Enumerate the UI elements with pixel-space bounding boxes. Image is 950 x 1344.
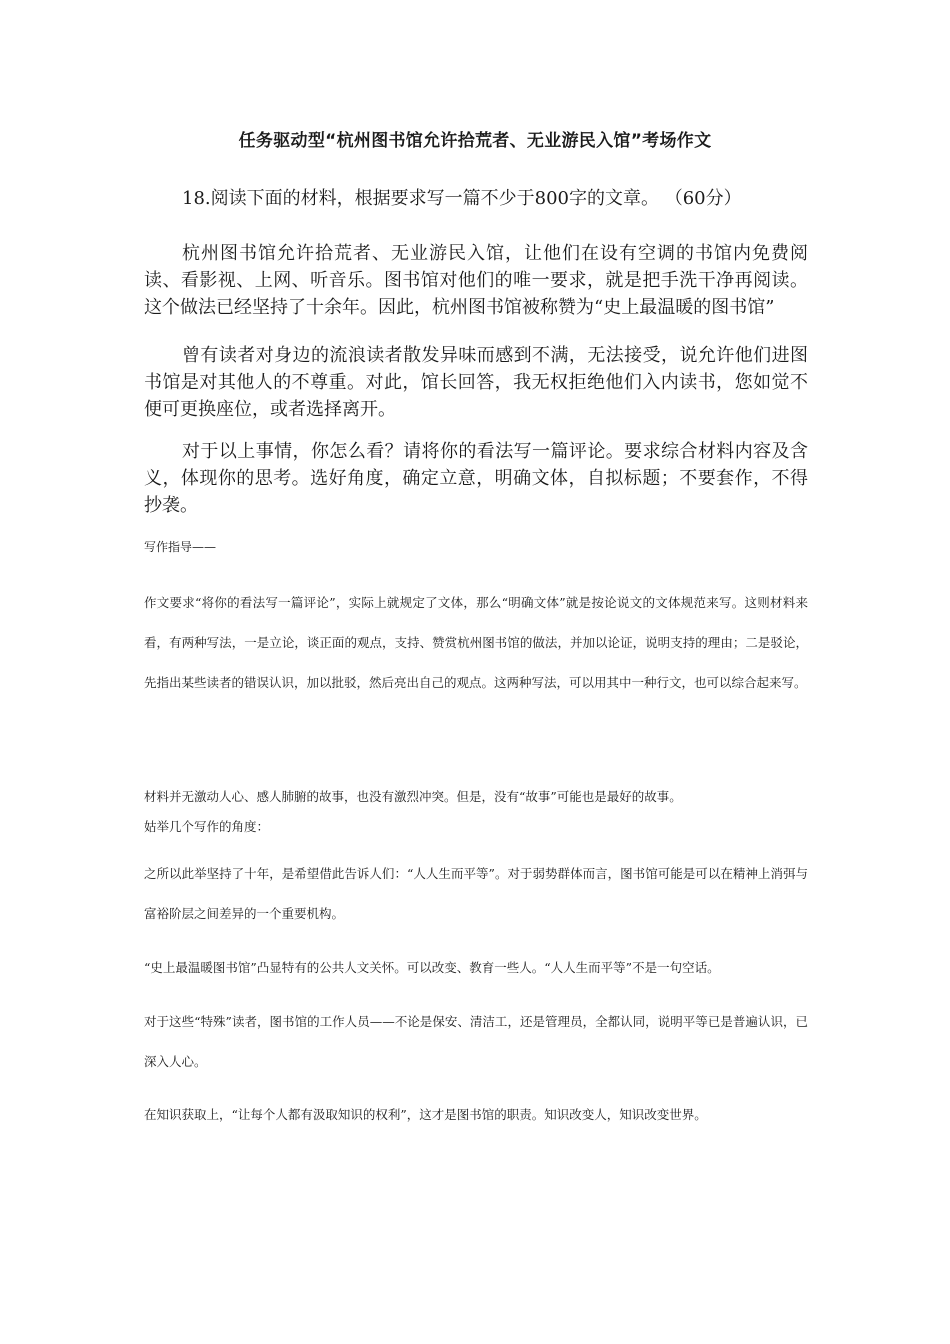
material-paragraph: 曾有读者对身边的流浪读者散发异味而感到不满，无法接受，说允许他们进图书馆是对其他人的不尊重。对此，馆长回答，我无权拒绝他们入内读书，您如觉不便可更换座位，或者选择离开。: [144, 345, 808, 420]
question-prompt: 18.阅读下面的材料，根据要求写一篇不少于800字的文章。 （60分）: [182, 188, 742, 209]
guide-paragraph: 材料并无激动人心、感人肺腑的故事，也没有激烈冲突。但是，没有“故事”可能也是最好的故事。: [144, 789, 682, 804]
document-title: 任务驱动型“杭州图书馆允许拾荒者、无业游民入馆”考场作文: [238, 131, 712, 151]
guide-paragraph: 姑举几个写作的角度：: [144, 819, 270, 834]
guide-paragraph: 之所以此举坚持了十年，是希望借此告诉人们：“人人生而平等”。对于弱势群体而言，图书馆可能是可以在精神上消弭与富裕阶层之间差异的一个重要机构。: [144, 866, 808, 921]
guide-paragraph: “史上最温暖图书馆”凸显特有的公共人文关怀。可以改变、教育一些人。“人人生而平等”不是一句空话。: [144, 960, 720, 975]
material-paragraph: 杭州图书馆允许拾荒者、无业游民入馆，让他们在设有空调的书馆内免费阅读、看影视、上网、听音乐。图书馆对他们的唯一要求，就是把手洗干净再阅读。这个做法已经坚持了十余年。因此，杭州图书馆被称赞为“史上最温暖的图书馆”: [144, 243, 808, 318]
guide-paragraph: 对于这些“特殊”读者，图书馆的工作人员——不论是保安、清洁工，还是管理员，全都认同，说明平等已是普遍认识，已深入人心。: [144, 1014, 808, 1069]
guide-heading: 写作指导——: [144, 540, 217, 554]
guide-paragraph: 作文要求“将你的看法写一篇评论”，实际上就规定了文体，那么“明确文体”就是按论说文的文体规范来写。这则材料来看，有两种写法，一是立论，谈正面的观点，支持、赞赏杭州图书馆的做法，并加以论证，说明支持的理由；二是驳论，先指出某些读者的错误认识，加以批驳，然后亮出自己的观点。这两种写法，可以用其中一种行文，也可以综合起来写。: [144, 595, 808, 690]
guide-paragraph: 在知识获取上，“让每个人都有汲取知识的权利”，这才是图书馆的职责。知识改变人，知识改变世界。: [144, 1107, 707, 1122]
material-paragraph: 对于以上事情，你怎么看？请将你的看法写一篇评论。要求综合材料内容及含义，体现你的思考。选好角度，确定立意，明确文体，自拟标题；不要套作，不得抄袭。: [144, 441, 808, 516]
